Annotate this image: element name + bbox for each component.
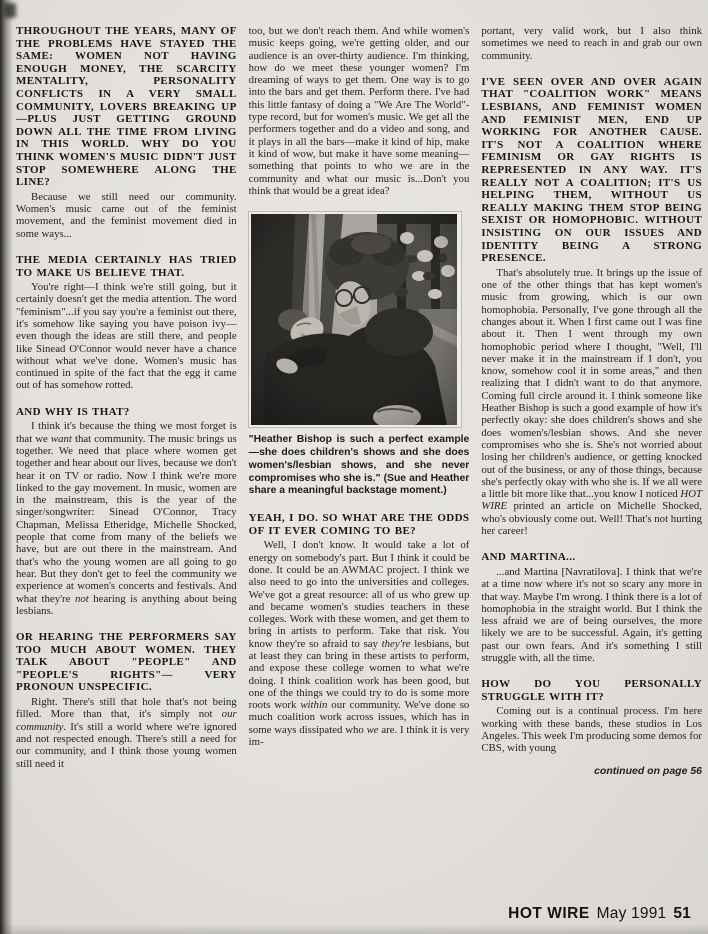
interview-question: THE MEDIA CERTAINLY HAS TRIED TO MAKE US BELIEVE THAT. bbox=[16, 253, 237, 279]
interview-answer: I think it's because the thing we most forget is that we want that community. The music brings us together. We need that place where women get together and hear about our lives, because we don't hear it on TV or radio. Now I think we're more linked to the gay movement. In music, women are in the mainstream, this is the year of the singer/songwriter: Sinead O'Connor, Tracy Chapman, Melissa Etheridge, Michelle Shocked, people that come from many of the beliefs we have, but are out there in the mainstream. And that's who the young women are all going to go hear. But they don't get to feel the community we experience at women's concerts and festivals. And what they're not hearing is anything about being lesbians. bbox=[16, 420, 237, 617]
interview-answer: Because we still need our community. Women's music came out of the feminist movement, and the feminist movement died in some ways... bbox=[16, 190, 237, 240]
issue-date: May 1991 bbox=[596, 905, 667, 922]
photo-image bbox=[251, 214, 457, 425]
interview-question: I'VE SEEN OVER AND OVER AGAIN THAT "COALITION WORK" MEANS LESBIANS, AND FEMINIST WOMEN AND FEMINIST MEN, END UP WORKING FOR ANOTHER CAUSE. IT'S NOT A COALITION WHERE FEMINISM OR GAY RIGHTS IS REPRESENTED IN ANY WAY. IT'S REALLY NOT A COALITION; IT'S US HELPING THEM, WITHOUT US REALLY MAKING THEM STOP BEING SEXIST OR HOMOPHOBIC. WITHOUT INSISTING ON OUR ISSUES AND IDENTITY BEING A STRONG PRESENCE. bbox=[481, 75, 703, 265]
interview-answer: Well, I don't know. It would take a lot of energy on somebody's part. But I think it could be done. It could be an AWMAC project. I think we also need to go into the universities and colleges. We've got a great resource: all of us who grew up and became women's studies teachers in these colleges. Work with these women, and get them to bring in artists to perform. Take that risk. You know they're so afraid to say they're lesbians, but at least they can bring in these artists to perform, and expose these college women to what we're doing. I think coalition work has been good, but one of the things we could try to do is some more roots work within our community. We've done so much coalition work across issues, which has in some ways dissipated who we are. I think it is very im- bbox=[248, 539, 470, 749]
photo bbox=[249, 212, 461, 427]
scan-bottom-shadow bbox=[0, 924, 708, 934]
page-number: 51 bbox=[673, 905, 691, 922]
interview-answer: too, but we don't reach them. And while women's music keeps going, we're getting older, and our audience is an over-thirty audience. I'm thinking, how do we meet these younger women? I'm dreaming of ways to get them. One way is to go into the bars and get them. Perform there. I've had this little fantasy of doing a "We Are The World"-type record, but for women's music. We get all the performers together and do a video and song, and it plays in all the bars—make it kind of hip, make it kind of wow, but make it have some meaning—something that points to who we are in the community and what our music is...Don't you think that would be a great idea? bbox=[248, 25, 470, 197]
interview-question: OR HEARING THE PERFORMERS SAY TOO MUCH ABOUT WOMEN. THEY TALK ABOUT "PEOPLE" AND "PEOPLE'S RIGHTS"— VERY PRONOUN UNSPECIFIC. bbox=[16, 631, 237, 694]
interview-question: AND MARTINA... bbox=[481, 551, 576, 564]
interview-answer: portant, very valid work, but I also think sometimes we need to reach in and grab our own community. bbox=[481, 25, 703, 62]
interview-answer: You're right—I think we're still going, but it certainly doesn't get the media attention. The word "feminism"...if you say you're a feminist out there, it's somehow like saying you have poison ivy—even though the ideas are still there, and people like Sinead O'Connor would never have a chance without what we've done. Women's music has continued in spite of the fact that the egg it came out of has somehow rotted. bbox=[16, 281, 237, 392]
interview-question: YEAH, I DO. SO WHAT ARE THE ODDS OF IT EVER COMING TO BE? bbox=[248, 512, 470, 537]
scan-edge-shadow bbox=[0, 0, 13, 934]
magazine-title: HOT WIRE bbox=[508, 905, 590, 922]
scan-corner-smudge bbox=[3, 3, 16, 18]
page-footer bbox=[508, 905, 691, 923]
interview-question: THROUGHOUT THE YEARS, MANY OF THE PROBLEMS HAVE STAYED THE SAME: WOMEN NOT HAVING ENOUGH MONEY, THE SCARCITY MENTALITY, PERSONALITY CONFLICTS IN A VERY SMALL COMMUNITY, LOVERS BREAKING UP—PLUS JUST GETTING GROUND DOWN ALL THE TIME FROM LIVING IN THIS WORLD. WHY DO YOU THINK WOMEN'S MUSIC DIDN'T JUST STOP SOMEWHERE ALONG THE LINE? bbox=[16, 25, 237, 189]
photo-caption: "Heather Bishop is such a perfect example—she does children's shows and she does women's/lesbian shows, and she never compromises who she is." (Sue and Heather share a meaningful backstage moment.) bbox=[248, 434, 470, 497]
column-left bbox=[16, 25, 237, 777]
continued-note: continued on page 56 bbox=[594, 764, 703, 777]
interview-question: HOW DO YOU PERSONALLY STRUGGLE WITH IT? bbox=[481, 678, 703, 703]
column-middle bbox=[249, 25, 470, 777]
interview-answer: Right. There's still that hole that's not being filled. More than that, it's simply not our community. It's still a world where we're ignored and not respected enough. There's still a need for our community, and I think those young women still need it bbox=[16, 696, 237, 770]
interview-answer: That's absolutely true. It brings up the issue of one of the other things that has kept women's music from growing, which is our own homophobia. Personally, I've gone through all the changes about it. When I first came out I was fine about it. Then I went through my own homophobic period where I thought, "Well, I'll never make it in the mainstream if I don't, you know, somehow cool it in some areas," and then realizing that I didn't want to do that anymore. Coming full circle around it. I think someone like Heather Bishop is such a good example of how it's perfectly okay: she does children's shows and she does women's/lesbian shows. And she never compromises who she is. She's not worried about losing her children's audience, or getting knocked out of the business, or any of those things, because she's perfectly okay with who she is. If we all were a little bit more like that...you know I noticed HOT WIRE printed an article on Michelle Shocked, who's obviously come out. Well! That's not hurting her career! bbox=[481, 266, 703, 538]
column-right bbox=[481, 25, 702, 777]
interview-answer: Coming out is a continual process. I'm here working with these bands, these studios in Los Angeles. This week I'm producing some demos for CBS, with young bbox=[481, 705, 703, 755]
interview-answer: ...and Martina [Navratilova]. I think that we're at a time now where it's not so scary any more in that way. Maybe I'm wrong. I think there is a lot of homophobia in the straight world. But I think the less afraid we are of being ourselves, the more likely we are to be successful. Again, it's getting past our own fears. And it's something I still struggle with, all the time. bbox=[481, 565, 703, 664]
interview-question: AND WHY IS THAT? bbox=[16, 405, 130, 418]
